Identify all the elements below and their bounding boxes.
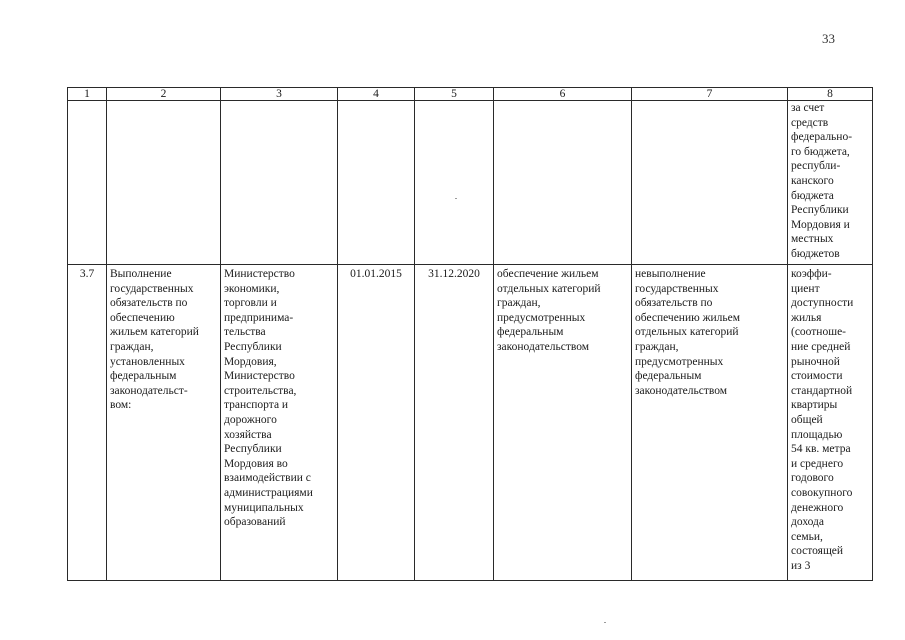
item-number-cell: 3.7 [68, 265, 107, 581]
column-number-4: 4 [338, 88, 415, 101]
page-number: 33 [822, 31, 835, 46]
column-number-6: 6 [494, 88, 632, 101]
table-cell [68, 101, 107, 265]
measures-table [67, 87, 873, 581]
end-date-cell: 31.12.2020 [415, 265, 494, 581]
column-number-1: 1 [68, 88, 107, 101]
column-number-8: 8 [788, 88, 873, 101]
table-cell [107, 101, 221, 265]
indicator-cell: коэффи- циент доступности жилья (соотноше- ние средней рыночной стоимости стандартной квартиры общей площадью 54 кв. метра и среднего годового совокупного денежного дохода семьи, состоящей из 3 [788, 265, 873, 581]
table-cell [415, 101, 494, 265]
table-cell [632, 101, 788, 265]
measure-name-cell: Выполнение государственных обязательств по обеспечению жильем категорий граждан, установленных федеральным законодательст- вом: [107, 265, 221, 581]
column-number-header-row [68, 88, 873, 101]
column-number-5: 5 [415, 88, 494, 101]
table-row-continuation [68, 101, 873, 265]
table-cell [221, 101, 338, 265]
non-implementation-consequences-cell: невыполнение государственных обязательств по обеспечению жильем отдельных категорий граждан, предусмотренных федеральным законодательством [632, 265, 788, 581]
start-date-cell: 01.01.2015 [338, 265, 415, 581]
table-cell [494, 101, 632, 265]
column-number-2: 2 [107, 88, 221, 101]
expected-result-cell: обеспечение жильем отдельных категорий граждан, предусмотренных федеральным законодательством [494, 265, 632, 581]
column-number-7: 7 [632, 88, 788, 101]
scan-speck [455, 198, 457, 199]
table-cell [338, 101, 415, 265]
column-number-3: 3 [221, 88, 338, 101]
table-row-3-7 [68, 265, 873, 581]
responsible-executor-cell: Министерство экономики, торговли и предпринима- тельства Республики Мордовия, Министерство строительства, транспорта и дорожного хозяйства Республики Мордовия во взаимодействии с администрациями муниципальных образований [221, 265, 338, 581]
funding-source-cell: за счет средств федерально- го бюджета, республи- канского бюджета Республики Мордовия и местных бюджетов [788, 101, 873, 265]
scan-speck [604, 622, 606, 623]
